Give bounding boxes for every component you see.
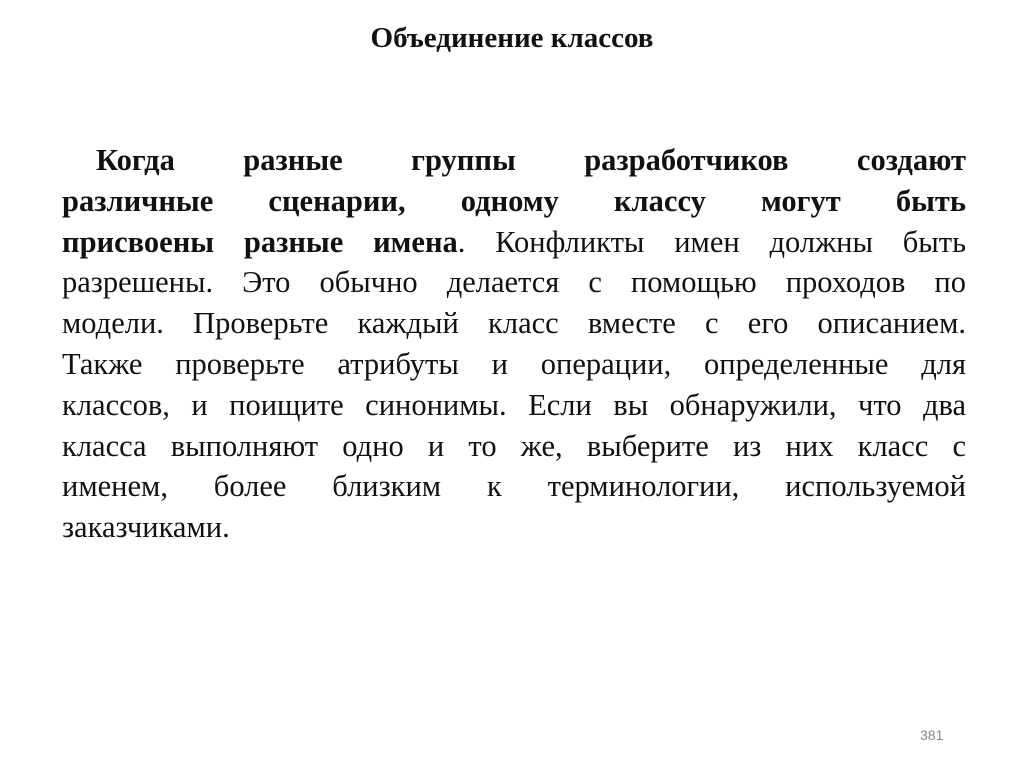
paragraph-line	[62, 262, 966, 303]
regular-text: . Конфликты имен должны быть	[457, 224, 967, 259]
regular-text: модели. Проверьте каждый класс вместе с его описанием.	[62, 306, 966, 341]
paragraph-line	[62, 466, 966, 507]
paragraph-line	[62, 426, 966, 467]
regular-text: заказчиками.	[62, 510, 230, 545]
paragraph-line	[62, 344, 966, 385]
paragraph-line	[62, 385, 966, 426]
paragraph-line	[62, 181, 966, 222]
paragraph-line	[62, 303, 966, 344]
bold-text: присвоены разные имена	[62, 224, 458, 259]
bold-text: различные сценарии, одному классу могут быть	[62, 183, 966, 218]
slide-title: Объединение классов	[370, 22, 654, 54]
paragraph-line	[62, 222, 966, 263]
paragraph-line	[62, 507, 966, 548]
page-number: 381	[920, 727, 944, 743]
regular-text: Также проверьте атрибуты и операции, определенные для	[62, 346, 966, 381]
regular-text: класса выполняют одно и то же, выберите из них класс с	[62, 428, 966, 463]
bold-text: Когда разные группы разработчиков создают	[96, 143, 966, 177]
regular-text: именем, более близким к терминологии, используемой	[62, 469, 966, 504]
regular-text: разрешены. Это обычно делается с помощью проходов по	[62, 265, 966, 300]
paragraph-line	[62, 140, 966, 181]
body-paragraph	[62, 140, 966, 548]
regular-text: классов, и поищите синонимы. Если вы обнаружили, что два	[62, 387, 966, 422]
